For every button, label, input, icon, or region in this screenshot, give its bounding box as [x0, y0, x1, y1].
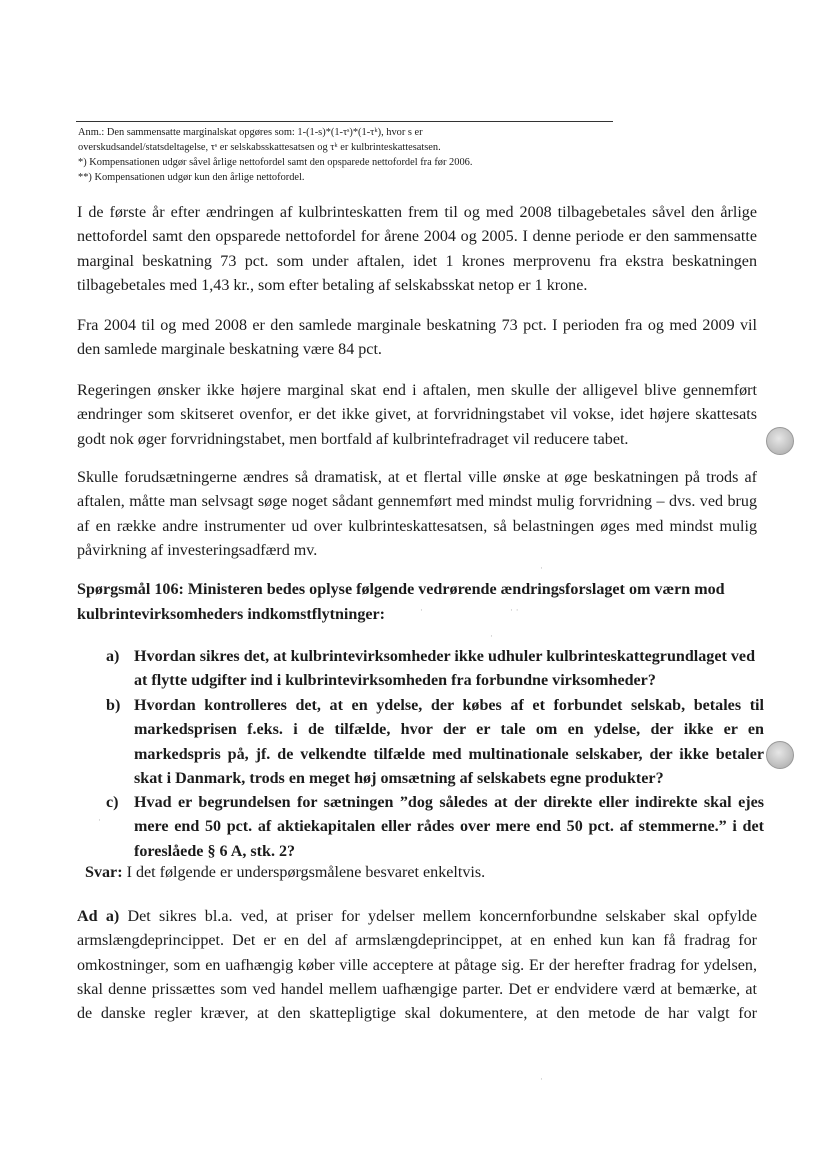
scan-noise: · [490, 632, 493, 642]
punch-hole-icon [766, 741, 794, 769]
text-line: af en række andre instrumenter ud over kulbrinteskattesatsen, så belastningen øges med mindst mulig [77, 517, 757, 535]
scan-noise: · [98, 816, 101, 826]
subquestion-line: mere end 50 pct. af aktiekapitalen eller rådes over mere end 50 pct. af stemmerne.” i det [134, 818, 764, 836]
paragraph-kulbrinteskat [77, 201, 757, 298]
text-line: godt nok øger forvridningstabet, men bortfald af kulbrintefradraget vil reducere tabet. [77, 430, 629, 448]
subquestion-label: a) [106, 648, 120, 665]
footnote-line: overskudsandel/statsdeltagelse, τˢ er selskabsskattesatsen og τᵏ er kulbrinteskattesatsen. [78, 142, 441, 153]
answer-text: I det følgende er underspørgsmålene besvaret enkeltvis. [122, 864, 486, 881]
paragraph-marginal-beskatning [77, 314, 757, 363]
subquestion-line: skat i Danmark, trods en meget høj omsætning af selskabets egne produkter? [134, 769, 664, 787]
subquestion-label: c) [106, 794, 119, 811]
answer-a-label: Ad a) [77, 908, 120, 925]
footnote-line: Anm.: Den sammensatte marginalskat opgøres som: 1-(1-s)*(1-τˢ)*(1-τᵏ), hvor s er [78, 127, 423, 138]
question-line: Spørgsmål 106: Ministeren bedes oplyse følgende vedrørende ændringsforslaget om værn mod [77, 581, 725, 598]
text-line: Fra 2004 til og med 2008 er den samlede marginale beskatning 73 pct. I perioden fra og med 2009 vil [77, 317, 757, 334]
question-106 [77, 578, 765, 627]
text-line: den samlede marginale beskatning være 84 pct. [77, 341, 382, 359]
subquestion-line: Hvordan sikres det, at kulbrintevirksomheder ikke udhuler kulbrinteskattegrundlaget ved [134, 648, 756, 665]
text-line: omkostninger, som en uafhængig køber ville acceptere at påtage sig. Er der herefter fradrag for ydelsen, [77, 956, 757, 974]
text-line: armslængdeprincippet. Det er en del af armslængdeprincippet, at en enhed kun kan få fradrag for [77, 932, 757, 950]
text-line: ændringer som skitseret ovenfor, er det ikke givet, at forvridningstabet vil vokse, idet højere skattesats [77, 406, 757, 424]
footnote-line: *) Kompensationen udgør såvel årlige nettofordel samt den opsparede nettofordel fra før 2006. [78, 157, 473, 168]
text-line: aftalen, måtte man selvsagt søge noget sådant gennemført med mindst mulig forvridning – dvs. ved brug [77, 493, 757, 511]
text-line: Skulle forudsætningerne ændres så dramatisk, at et flertal ville ønske at øge beskatningen på trods af [77, 469, 757, 486]
subquestion-line: markedsprisen f.eks. i de tilfælde, hvor der er tale om en ydelse, der ikke er en [134, 721, 764, 739]
text-line: skal denne prissættes som ved handel mellem uafhængige parter. Det er endvidere værd at bemærke, at [77, 980, 757, 998]
text-line: Regeringen ønsker ikke højere marginal skat end i aftalen, men skulle der alligevel blive gennemført [77, 382, 757, 399]
answer-a-first-line: Det sikres bl.a. ved, at priser for ydelser mellem koncernforbundne selskaber skal opfylde [119, 908, 757, 925]
subquestion-line: Hvad er begrundelsen for sætningen ”dog således at der direkte eller indirekte skal ejes [134, 794, 764, 811]
subquestion-line: at flytte udgifter ind i kulbrintevirksomheden fra forbundne virksomheder? [134, 672, 656, 690]
footnote-divider [76, 121, 613, 122]
answer-intro [85, 862, 485, 884]
subquestion-line: foreslåede § 6 A, stk. 2? [134, 842, 296, 860]
text-line: påvirkning af investeringsadfærd mv. [77, 541, 318, 559]
scan-noise: · · [510, 606, 519, 616]
scan-noise: · [420, 606, 423, 616]
text-line [77, 905, 757, 929]
subquestion-line: Hvordan kontrolleres det, at en ydelse, der købes af et forbundet selskab, betales til [134, 697, 764, 714]
scan-noise: · [540, 1075, 543, 1085]
subquestion-line: markedspris på, jf. de velkendte tilfælde med multinationale selskaber, der ikke betaler [134, 745, 764, 763]
text-line: de danske regler kræver, at den skattepligtige skal dokumentere, at den metode de har valgt for [77, 1005, 757, 1023]
scan-noise: · [540, 564, 543, 574]
answer-a [77, 905, 757, 1026]
text-line: tilbagebetales med 1,43 kr., som efter betaling af selskabsskat netop er 1 krone. [77, 276, 588, 294]
footnotes [78, 125, 618, 185]
footnote-line: **) Kompensationen udgør kun den årlige nettofordel. [78, 172, 305, 183]
question-line: kulbrintevirksomheders indkomstflytninger: [77, 605, 386, 623]
paragraph-regeringen [77, 379, 757, 452]
text-line: nettofordel samt den opsparede nettofordel for årene 2004 og 2005. I denne periode er den sammensatte [77, 228, 757, 246]
punch-hole-icon [766, 427, 794, 455]
subquestion-label: b) [106, 697, 121, 714]
answer-label: Svar: [85, 864, 123, 881]
text-line: marginal beskatning 73 pct. som under aftalen, idet 1 krones merprovenu fra ekstra beskatningen [77, 252, 757, 270]
text-line: I de første år efter ændringen af kulbrinteskatten frem til og med 2008 tilbagebetales såvel den årlige [77, 204, 757, 221]
paragraph-forudsaetninger [77, 466, 757, 563]
